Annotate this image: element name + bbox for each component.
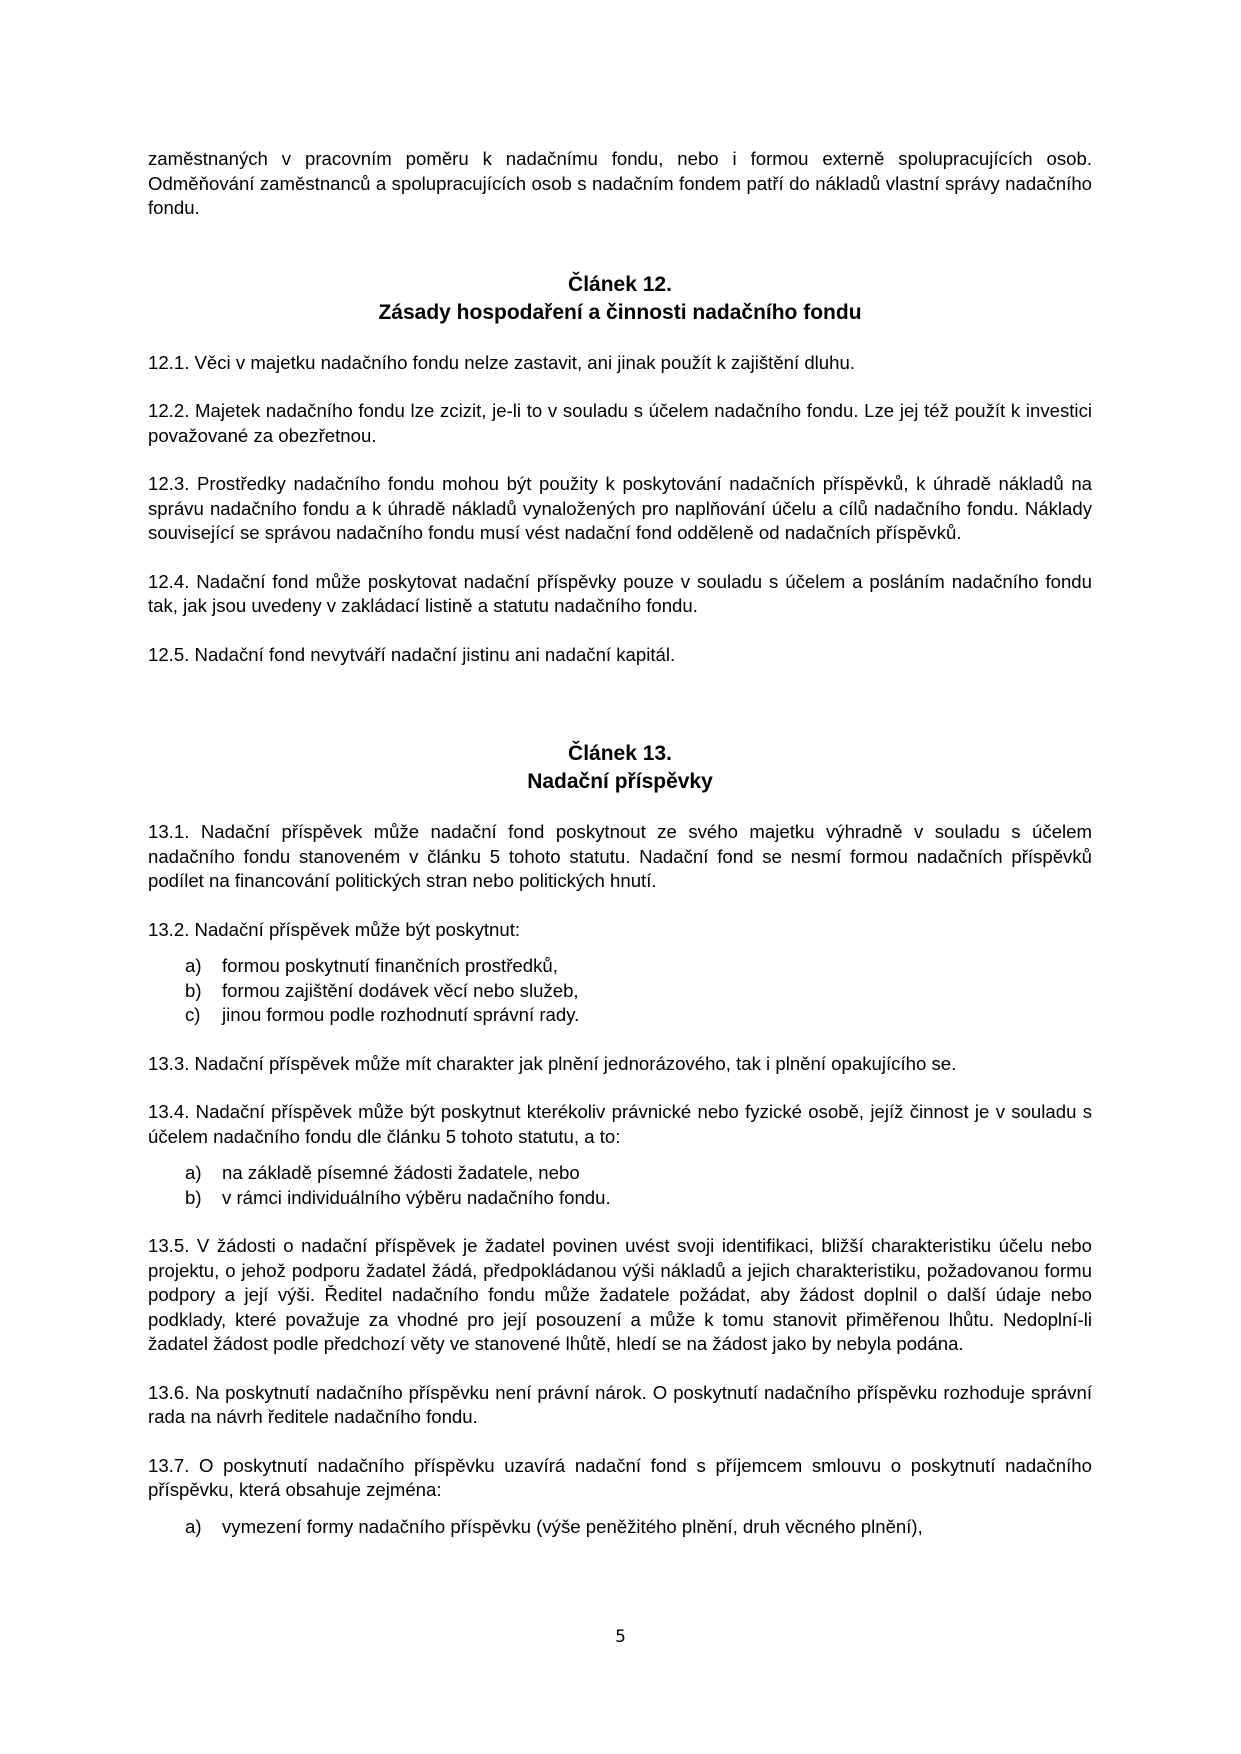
paragraph-12-4: 12.4. Nadační fond může poskytovat nadační příspěvky pouze v souladu s účelem a posláním nadačního fondu tak, jak jsou uvedeny v zakládací listině a statutu nadačního fondu.	[148, 570, 1092, 616]
paragraph-12-5: 12.5. Nadační fond nevytváří nadační jistinu ani nadační kapitál.	[148, 643, 676, 665]
document-page	[148, 147, 1092, 1539]
article-12-title: Zásady hospodaření a činnosti nadačního fondu	[378, 300, 862, 324]
article-13-heading	[148, 740, 1092, 796]
list-13-2	[148, 954, 1092, 1028]
list-item	[148, 954, 1092, 979]
list-item	[148, 1186, 1092, 1211]
paragraph-12-1: 12.1. Věci v majetku nadačního fondu nelze zastavit, ani jinak použít k zajištění dluhu.	[148, 351, 855, 373]
list-item-text: jinou formou podle rozhodnutí správní rady.	[222, 1004, 580, 1025]
list-item-text: v rámci individuálního výběru nadačního fondu.	[222, 1186, 611, 1208]
paragraph-13-5: 13.5. V žádosti o nadační příspěvek je žadatel povinen uvést svoji identifikaci, bližší charakteristiku účelu nebo projektu, o jehož podporu žadatel žádá, předpokládanou výši nákladů a jejich charakteristiku, požadovanou formu podpory a její výši. Ředitel nadačního fondu může žadatele požádat, aby žádost doplnil o další údaje nebo podklady, které považuje za vhodné pro její posouzení a může k tomu stanovit přiměřenou lhůtu. Nedoplní-li žadatel žádost podle předchozí věty ve stanovené lhůtě, hledí se na žádost jako by nebyla podána.	[148, 1235, 1092, 1354]
article-12-number: Článek 12.	[568, 272, 672, 296]
list-item-text: formou poskytnutí finančních prostředků,	[222, 955, 558, 976]
list-marker: a)	[185, 1162, 202, 1183]
list-item-text: na základě písemné žádosti žadatele, nebo	[222, 1162, 580, 1183]
article-12-heading	[148, 271, 1092, 327]
list-13-4	[148, 1161, 1092, 1210]
page-number: 5	[615, 1627, 626, 1647]
list-item	[148, 1003, 1092, 1028]
paragraph-12-3: 12.3. Prostředky nadačního fondu mohou být použity k poskytování nadačních příspěvků, k úhradě nákladů na správu nadačního fondu a k úhradě nákladů vynaložených pro naplňování účelu a cílů nadačního fondu. Náklady související se správou nadačního fondu musí vést nadační fond odděleně od nadačních příspěvků.	[148, 473, 1092, 543]
paragraph-13-4: 13.4. Nadační příspěvek může být poskytnut kterékoliv právnické nebo fyzické osobě, jejíž činnost je v souladu s účelem nadačního fondu dle článku 5 tohoto statutu, a to:	[148, 1101, 1092, 1147]
list-item	[148, 1161, 1092, 1186]
paragraph-13-1: 13.1. Nadační příspěvek může nadační fond poskytnout ze svého majetku výhradně v souladu s účelem nadačního fondu stanoveném v článku 5 tohoto statutu. Nadační fond se nesmí formou nadačních příspěvků podílet na financování politických stran nebo politických hnutí.	[148, 821, 1092, 891]
paragraph-13-2: 13.2. Nadační příspěvek může být poskytnut:	[148, 918, 521, 940]
list-marker: c)	[185, 1004, 201, 1025]
list-marker: a)	[185, 1515, 202, 1537]
article-13-title: Nadační příspěvky	[527, 770, 713, 793]
paragraph-12-2: 12.2. Majetek nadačního fondu lze zcizit, je-li to v souladu s účelem nadačního fondu. Lze jej též použít k investici považované za obezřetnou.	[148, 400, 1092, 446]
list-marker: a)	[185, 955, 202, 976]
list-marker: b)	[185, 1186, 202, 1208]
intro-paragraph: zaměstnaných v pracovním poměru k nadačnímu fondu, nebo i formou externě spolupracujících osob. Odměňování zaměstnanců a spolupracujících osob s nadačním fondem patří do nákladů vlastní správy nadačního fondu.	[148, 148, 1092, 218]
article-13-number: Článek 13.	[568, 742, 672, 765]
list-item	[148, 1515, 1092, 1540]
list-marker: b)	[185, 979, 202, 1001]
paragraph-13-7: 13.7. O poskytnutí nadačního příspěvku uzavírá nadační fond s příjemcem smlouvu o poskytnutí nadačního příspěvku, která obsahuje zejména:	[148, 1454, 1092, 1500]
list-item-text: formou zajištění dodávek věcí nebo služeb,	[222, 979, 579, 1001]
paragraph-13-6: 13.6. Na poskytnutí nadačního příspěvku není právní nárok. O poskytnutí nadačního příspěvku rozhoduje správní rada na návrh ředitele nadačního fondu.	[148, 1381, 1092, 1427]
list-item-text: vymezení formy nadačního příspěvku (výše peněžitého plnění, druh věcného plnění),	[222, 1515, 923, 1537]
paragraph-13-3: 13.3. Nadační příspěvek může mít charakter jak plnění jednorázového, tak i plnění opakujícího se.	[148, 1052, 957, 1074]
list-item	[148, 979, 1092, 1004]
list-13-7	[148, 1515, 1092, 1540]
